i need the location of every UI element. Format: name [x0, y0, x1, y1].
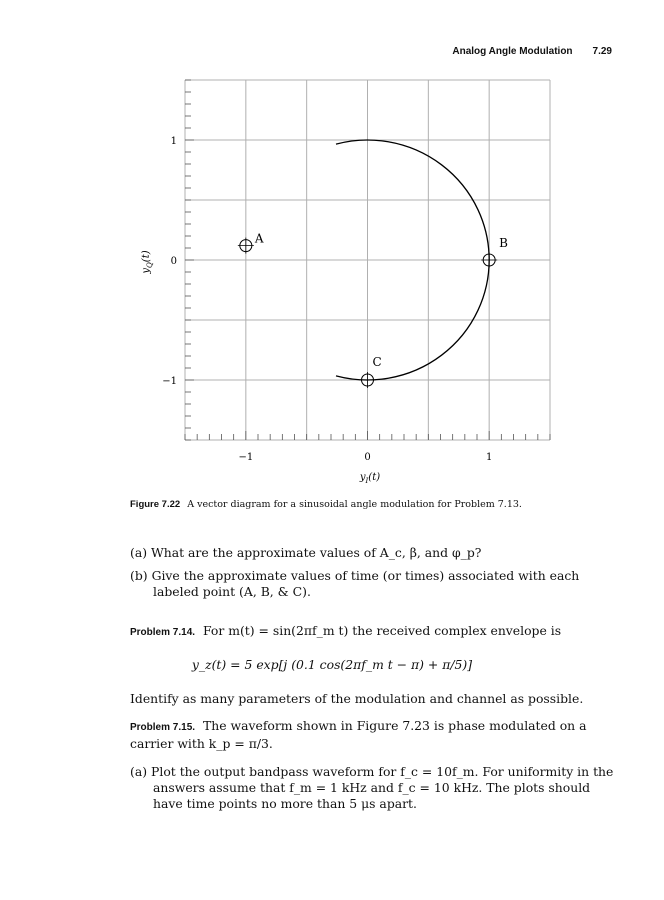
- x-tick-label: 1: [485, 452, 493, 463]
- page-number: 7.29: [592, 46, 612, 57]
- question-a-715: [130, 764, 616, 812]
- y-axis-label: $y_Q(t)$: [141, 250, 154, 274]
- y-tick-label: 0: [170, 256, 177, 267]
- running-head: [452, 46, 612, 57]
- y-tick-label: 1: [170, 136, 177, 147]
- figure-label: Figure 7.22: [130, 499, 181, 510]
- problem-label: Problem 7.15.: [130, 722, 196, 733]
- problem-7-14: [130, 622, 616, 641]
- x-axis-label: $y_I(t)$: [359, 472, 381, 485]
- problem-7-15: [130, 718, 616, 752]
- section-title: Analog Angle Modulation: [452, 46, 573, 57]
- question-marker: (a): [130, 545, 148, 560]
- problem-text: The waveform shown in Figure 7.23 is phase modulated on a carrier with k_p = π/3.: [130, 718, 587, 751]
- question-b-713: [130, 568, 616, 600]
- question-text: What are the approximate values of A_c, β, and φ_p?: [151, 545, 482, 560]
- tick-labels: [162, 136, 492, 463]
- y-tick-label: −1: [162, 376, 177, 387]
- figure-caption-text: A vector diagram for a sinusoidal angle modulation for Problem 7.13.: [187, 499, 522, 510]
- point-c-label: C: [372, 355, 382, 369]
- question-text: Plot the output bandpass waveform for f_c = 10f_m. For uniformity in the answers assume that f_m = 1 kHz and f_c = 10 kHz. The plots should have time points no more than 5 μs apart.: [151, 764, 614, 811]
- question-a-713: [130, 545, 616, 561]
- labeled-points: [238, 232, 508, 388]
- point-b-label: B: [499, 236, 508, 250]
- x-tick-label: 0: [364, 452, 371, 463]
- problem-text: For m(t) = sin(2πf_m t) the received complex envelope is: [202, 623, 562, 638]
- question-marker: (a): [130, 764, 148, 779]
- question-text: Give the approximate values of time (or times) associated with each labeled point (A, B, & C).: [151, 568, 580, 599]
- question-marker: (b): [130, 568, 148, 583]
- point-a-label: A: [254, 231, 264, 246]
- problem-label: Problem 7.14.: [130, 627, 196, 638]
- vector-diagram-figure: [120, 70, 570, 490]
- problem-7-14-followup: Identify as many parameters of the modulation and channel as possible.: [130, 691, 584, 706]
- complex-envelope-equation: y_z(t) = 5 exp[j (0.1 cos(2πf_m t − π) + π/5)]: [191, 657, 473, 672]
- x-tick-label: −1: [238, 452, 254, 463]
- figure-caption: [130, 499, 522, 510]
